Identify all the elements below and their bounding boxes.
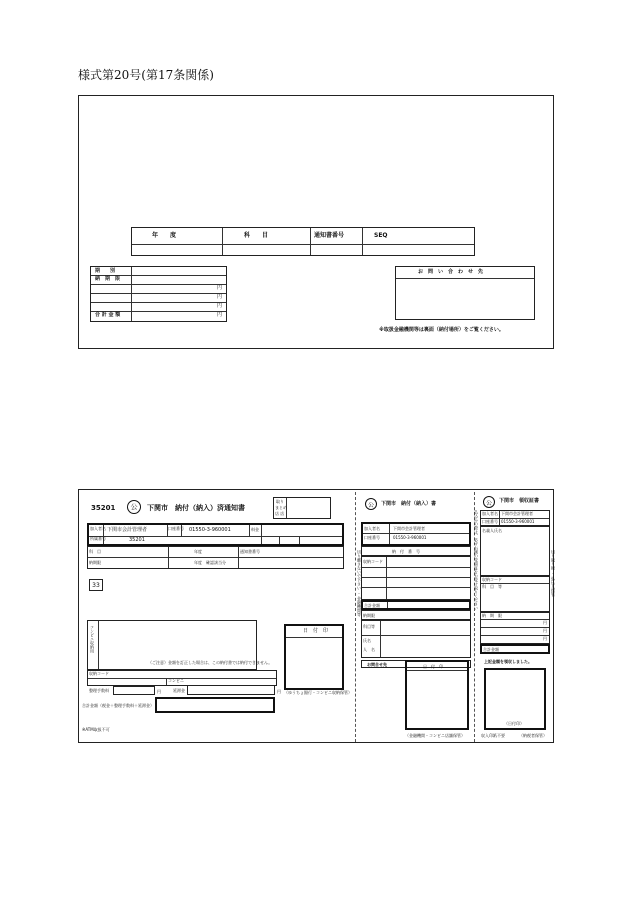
right-city-mark-icon: 公 [483, 496, 495, 508]
bottom-form: 35201 公 下関市 納付（納入）済通知書 取り まとめ 店 店 加入者名 下関市会計管理者 口座番号 01550-3-960001 料金 所属番号 35201 科 目 納期限 年度 通知書番号 年度 確認該当分 33 コンビニ収納用 （ご注意）金額を訂正した場合は、この納付書では納付できません。 収納コード コンビニ 整理手数料 円 延滞金 円 合計金額（税金＋整理手数料＋延滞金） 日 付 印 （ゆうちょ銀行・コンビニ収納保管） ※ATM取扱不可 切り離さないで下さい ・ 金融機関等 公 下関市 納付（納入）書 加入者名 下関市会計管理者 口座番号 01550-3-960001 納 付 番 号 収納コード 合計金額 納期限 科目等 氏名 人 名 お問合せ先 日 付 印 （金融機関・コンビニ店舗保管） 払込みの際は、必ず右側の受領証をお受け取りください 公 下関市 領収証書 加入者名 下関市会計管理者 口座番号 01550-3-960001 名義人氏名 収納コード 科 目 等 納 期 限 円 円 円 合計金額 上記金額を領収しました。 （日付印） 収入印紙不要 （納税者保管） 切り取り線 ・ 払込人保管 [78, 489, 554, 743]
right-vertical: 切り取り線 ・ 払込人保管 [551, 550, 556, 597]
left-stamp-box: 取り まとめ 店 店 [273, 497, 331, 519]
left-number: 35201 [91, 504, 116, 512]
barcode-row: 収納コード コンビニ [87, 670, 277, 686]
right-total-row: 合計金額 [480, 644, 550, 654]
right-foot-left: 収入印紙不要 [481, 733, 505, 738]
middle-term-row: 納期限 [361, 610, 471, 620]
right-name-box: 名義人氏名 [480, 526, 550, 576]
col-header-seq: SEQ [374, 232, 388, 239]
total-box [155, 697, 275, 713]
left-subject-rows: 科 目 納期限 年度 通知書番号 年度 確認該当分 [87, 546, 344, 569]
middle-name-block: 科目等 氏名 人 名 [361, 620, 471, 658]
row-label-term: 期 別 [95, 268, 116, 274]
right-title: 下関市 領収証書 [499, 498, 540, 504]
fee-box [113, 686, 155, 695]
middle-city-mark-icon: 公 [365, 498, 377, 510]
middle-date-stamp-box: 日 付 印 [405, 660, 469, 730]
row-label-total: 合 計 金 額 [95, 312, 121, 318]
middle-total-row: 合計金額 [361, 600, 471, 610]
inquiry-title: お 問 い 合 わ せ 先 [418, 269, 484, 275]
middle-vertical-right: 払込みの際は、必ず右側の受領証をお受け取りください [474, 510, 479, 610]
yen-1: 円 [217, 285, 223, 291]
yen-4: 円 [217, 312, 223, 318]
right-foot-right: （納税者保管） [519, 733, 547, 738]
row-label-deadline: 納 期 限 [95, 276, 121, 282]
left-date-stamp-box: 日 付 印 [284, 624, 344, 690]
middle-payee-block: 加入者名 下関市会計管理者 口座番号 01550-3-960001 [361, 522, 471, 546]
right-code-box: 収納コード 科 目 等 [480, 576, 550, 612]
middle-vertical-left: 切り離さないで下さい ・ 金融機関等 [357, 550, 362, 617]
col-header-subject: 科 目 [244, 232, 269, 239]
middle-lines: 収納コード [361, 556, 471, 600]
middle-title: 下関市 納付（納入）書 [381, 501, 437, 507]
yen-2: 円 [217, 294, 223, 300]
atm-note: ※ATM取扱不可 [82, 727, 110, 732]
right-date-stamp-box: （日付印） [484, 668, 546, 730]
delay-box [187, 685, 275, 695]
yen-3: 円 [217, 303, 223, 309]
conv-area: コンビニ収納用 （ご注意）金額を訂正した場合は、この納付書では納付できません。 [87, 620, 257, 670]
box-number: 33 [89, 579, 103, 591]
right-received: 上記金額を領収しました。 [484, 659, 532, 664]
top-header-table [131, 227, 475, 256]
right-payee-block: 加入者名 下関市会計管理者 口座番号 01550-3-960001 [480, 510, 550, 526]
middle-bank-note: （金融機関・コンビニ店舗保管） [405, 733, 465, 738]
left-account: 01550-3-960001 [189, 527, 231, 533]
top-left-table [90, 266, 227, 322]
col-header-year: 年 度 [152, 232, 177, 239]
form-title: 様式第20号(第17条関係) [78, 68, 214, 82]
left-title: 下関市 納付（納入）済通知書 [147, 504, 245, 512]
col-header-notice-no: 通知書番号 [314, 232, 345, 239]
middle-notice-title-row: 納 付 番 号 [361, 546, 471, 556]
left-code: 35201 [129, 537, 145, 543]
notice-text: ※取扱金融機関等は裏面（納付場所）をご覧ください。 [379, 327, 504, 333]
left-payee-block: 加入者名 下関市会計管理者 口座番号 01550-3-960001 料金 所属番号 35201 [87, 523, 344, 546]
inquiry-box [395, 266, 535, 320]
left-payee: 下関市会計管理者 [107, 527, 148, 533]
middle-inquiry-label: お問合せ先 [367, 662, 387, 667]
city-mark-icon: 公 [127, 500, 141, 514]
right-amount-box: 納 期 限 円 円 円 [480, 612, 550, 644]
top-form [78, 95, 554, 349]
